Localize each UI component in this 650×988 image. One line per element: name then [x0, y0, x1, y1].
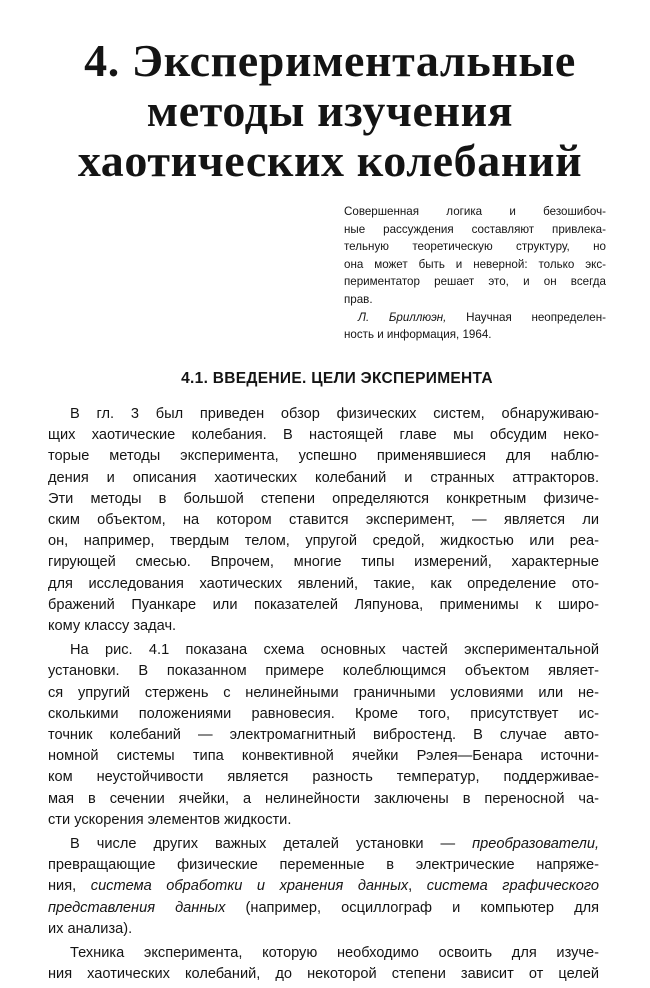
epigraph-line: тельную теоретическую структуру, но: [344, 240, 606, 254]
term-data-processing: система обработки и хранения данных: [90, 878, 409, 895]
text-line: сти ускорения элементов жидкости.: [48, 811, 292, 828]
epigraph-source: Научная неопределен-: [466, 310, 606, 324]
paragraph: [48, 943, 599, 985]
epigraph-line: прав.: [344, 292, 373, 306]
epigraph-attribution: [358, 309, 606, 327]
text-line: щих хаотические колебания. В настоящей главе мы обсудим неко-: [48, 427, 599, 444]
text-line: торые методы эксперимента, успешно применявшиеся для наблю-: [48, 448, 599, 465]
chapter-title-line: методы изучения: [146, 85, 514, 136]
epigraph-author: Л. Бриллюэн,: [358, 310, 447, 324]
epigraph-source-continued: ность и информация, 1964.: [344, 328, 492, 342]
text-line: ся упругий стержень с нелинейными граничными условиями или не-: [48, 684, 599, 701]
epigraph: [344, 203, 606, 344]
epigraph-line: Совершенная логика и безошибоч-: [344, 205, 606, 218]
text-line: ния хаотических колебаний, до некоторой степени зависит от целей: [48, 966, 599, 983]
chapter-title-line: 4. Экспериментальные: [84, 35, 576, 86]
text-line: кому классу задач.: [48, 618, 177, 635]
text-line: [48, 898, 599, 919]
text-line: [48, 834, 599, 855]
epigraph-line: ные рассуждения составляют привлека-: [344, 222, 606, 236]
text-line: гирующей смесью. Впрочем, многие типы измерений, характерные: [48, 554, 599, 571]
text-line: На рис. 4.1 показана схема основных частей экспериментальной: [70, 642, 599, 659]
epigraph-line: она может быть и неверной: только экс-: [344, 257, 606, 271]
text-line: дения и описания хаотических колебаний и странных аттракторов.: [48, 469, 599, 486]
body-text: [48, 404, 599, 988]
text-line: сколькими положениями равновесия. Кроме того, присутствует ис-: [48, 705, 599, 722]
text-line: их анализа).: [48, 920, 133, 937]
term-data-display: представления данных: [48, 899, 226, 916]
text-fragment: ния,: [48, 878, 91, 895]
text-line: установки. В показанном примере колеблющимся объектом являет-: [48, 663, 599, 680]
text-fragment: ,: [408, 878, 427, 895]
paragraph: [48, 640, 599, 831]
term-graphics-system: система графического: [426, 878, 599, 895]
text-line: для исследования хаотических явлений, такие, как определение ото-: [48, 575, 599, 592]
text-line: точник колебаний — электромагнитный вибростенд. В случае авто-: [48, 727, 599, 744]
text-line: превращающие физические переменные в электрические напряже-: [48, 857, 599, 874]
epigraph-line: периментатор решает это, и он всегда: [344, 275, 606, 289]
text-line: В гл. 3 был приведен обзор физических систем, обнаруживаю-: [70, 406, 599, 422]
text-line: Эти методы в большой степени определяются конкретным физиче-: [48, 490, 599, 507]
paragraph: [48, 404, 599, 637]
text-line: номной системы типа конвективной ячейки Рэлея—Бенара источни-: [48, 748, 599, 765]
text-line: ским объектом, на котором ставится эксперимент, — является ли: [48, 512, 599, 529]
text-line: он, например, твердым телом, упругой средой, жидкостью или реа-: [48, 533, 599, 550]
paragraph: [48, 834, 599, 940]
section-title: 4.1. ВВЕДЕНИЕ. ЦЕЛИ ЭКСПЕРИМЕНТА: [181, 370, 493, 387]
text-line: бражений Пуанкаре или показателей Ляпунова, применимы к широ-: [48, 596, 599, 613]
text-line: Техника эксперимента, которую необходимо освоить для изуче-: [70, 945, 599, 962]
term-transducers: преобразователи,: [472, 836, 599, 853]
text-line: [48, 876, 599, 897]
chapter-title-line: хаотических колебаний: [77, 135, 583, 186]
text-line: мая в сечении ячейки, а нелинейности заключены в переносной ча-: [48, 790, 599, 807]
text-line: ком неустойчивости является разность температур, поддерживае-: [48, 769, 599, 786]
text-fragment: (например, осциллограф и компьютер для: [225, 899, 599, 916]
text-fragment: В числе других важных деталей установки —: [70, 836, 473, 853]
chapter-title: [40, 36, 620, 186]
